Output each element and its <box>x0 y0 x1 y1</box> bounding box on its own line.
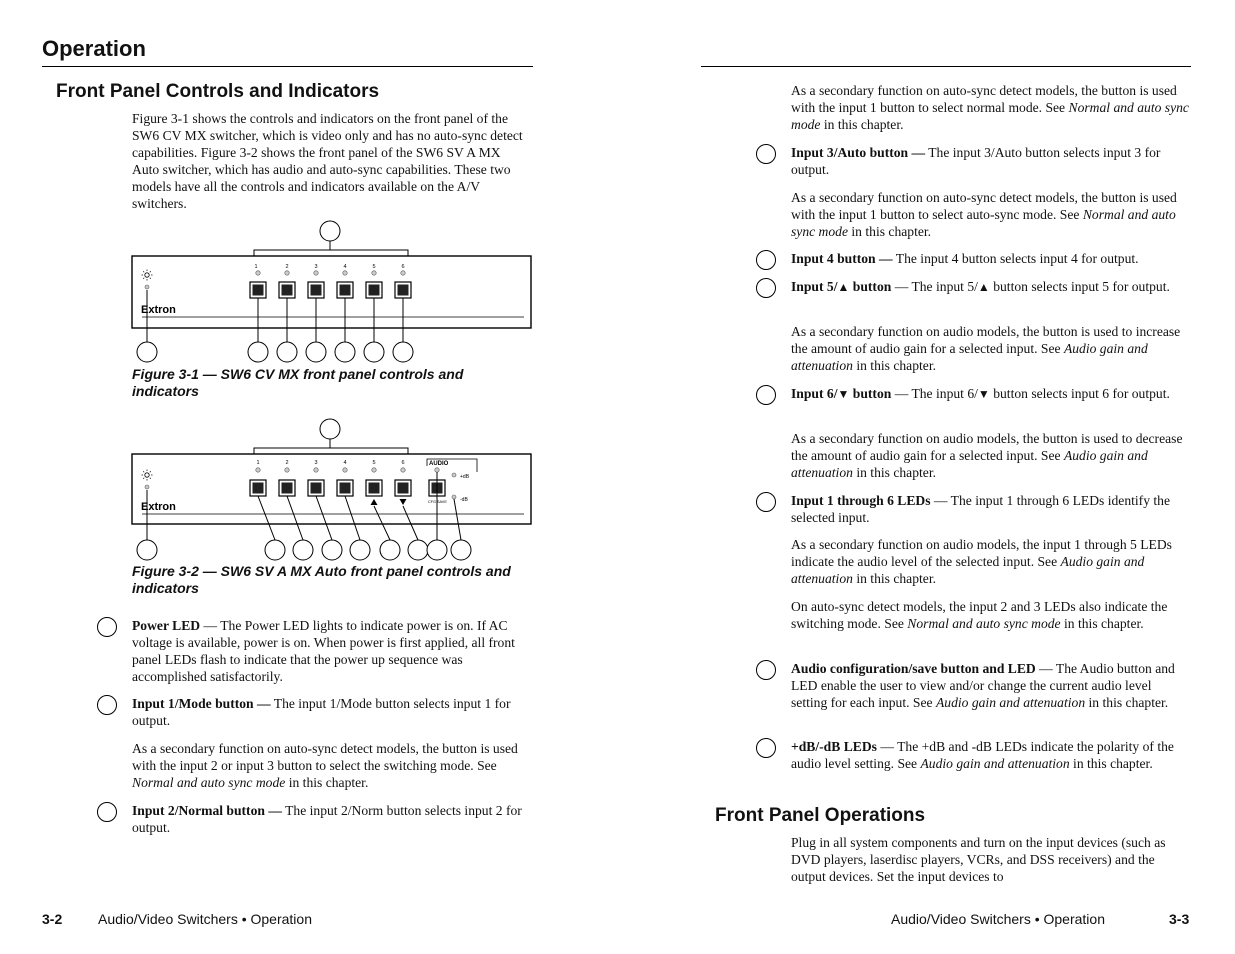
triangle-up-icon: ▲ <box>977 280 990 294</box>
paragraph-led-audio-level <box>791 536 1191 587</box>
operations-paragraph: Plug in all system components and turn on the input devices (such as DVD players, laserdisc players, VCRs, and DSS receivers) and the output devices. Set the input devices to <box>791 835 1166 884</box>
item-text: The input 1/Mode button selects input 1 for output. <box>132 696 511 728</box>
text-pre: As a secondary function on auto-sync detect models, the button is used with the input 1 button to select normal mode. See <box>791 83 1177 115</box>
text-pre: As a secondary function on audio models, the button is used to decrease the amount of audio gain for a selected input. See <box>791 431 1183 463</box>
item-text: — The input 6/ <box>891 386 978 401</box>
cross-reference: Audio gain and attenuation <box>920 756 1070 771</box>
item-term: Input 5/ <box>791 279 838 294</box>
text-pre: As a secondary function on audio models, the input 1 through 5 LEDs indicate the audio level of the selected input. See <box>791 537 1172 569</box>
panel-num-4: 4 <box>343 264 347 270</box>
text-post: in this chapter. <box>1060 616 1144 631</box>
item-text: — The input 1 through 6 LEDs identify the selected input. <box>791 493 1171 525</box>
item-term: Input 6/ <box>791 386 838 401</box>
brand-logo-2: Extron <box>141 501 176 513</box>
callout-circle <box>97 695 117 715</box>
item-text: button selects input 5 for output. <box>989 279 1170 294</box>
callout-circle <box>97 802 117 822</box>
chapter-title: Operation <box>42 36 146 61</box>
text-post: in this chapter. <box>285 775 369 790</box>
item-term: Audio configuration/save button and LED <box>791 661 1036 676</box>
minus-db-label: -dB <box>460 497 468 503</box>
section-title-controls: Front Panel Controls and Indicators <box>56 81 380 102</box>
callout-circle <box>756 385 776 405</box>
cross-reference: Audio gain and attenuation <box>791 448 1148 480</box>
text-post: in this chapter. <box>852 465 936 480</box>
cross-reference: Audio gain and attenuation <box>791 554 1145 586</box>
footer-right-title: Audio/Video Switchers • Operation <box>891 911 1105 927</box>
footer-left-page-number: 3-2 <box>42 911 63 927</box>
text-post: in this chapter. <box>852 571 936 586</box>
item-term: button <box>849 386 892 401</box>
paragraph-decrease-gain <box>791 430 1191 481</box>
text-post: in this chapter. <box>852 358 936 373</box>
item-text: The input 2/Norm button selects input 2 for output. <box>132 803 522 835</box>
text-pre: As a secondary function on auto-sync detect models, the button is used with the input 2 or input 3 button to select the switching mode. See <box>132 741 518 773</box>
figure-3-1-front-panel <box>130 218 534 364</box>
item-text: The input 4 button selects input 4 for output. <box>892 251 1139 266</box>
text-pre: On auto-sync detect models, the input 2 and 3 LEDs also indicate the switching mode. See <box>791 599 1168 631</box>
cross-reference: Normal and auto sync mode <box>791 207 1176 239</box>
item-term: Input 1/Mode button — <box>132 696 271 711</box>
paragraph-mode-secondary <box>132 740 532 791</box>
item-term: Power LED <box>132 618 201 633</box>
cross-reference: Audio gain and attenuation <box>935 695 1086 710</box>
callout-circle <box>97 617 117 637</box>
item-input-4 <box>791 250 1191 267</box>
paragraph-led-switching-mode <box>791 598 1191 632</box>
cross-reference: Audio gain and attenuation <box>791 341 1148 373</box>
item-db-leds <box>791 738 1191 772</box>
item-term: Input 2/Normal button — <box>132 803 282 818</box>
item-input-leds <box>791 492 1191 526</box>
plus-db-label: +dB <box>460 474 470 480</box>
cross-reference: Normal and auto sync mode <box>791 100 1189 132</box>
item-audio-config <box>791 660 1191 711</box>
panel2-num-2: 2 <box>285 460 289 466</box>
item-text: — The Power LED lights to indicate power is on. If AC voltage is available, power is on. When power is first applied, all front panel LEDs flash to indicate that the power up sequence was accomplished satisfactorily. <box>132 618 515 684</box>
item-text: The input 3/Auto button selects input 3 for output. <box>791 145 1161 177</box>
panel2-num-4: 4 <box>343 460 347 466</box>
text-post: in this chapter. <box>1069 756 1153 771</box>
panel-num-1: 1 <box>254 264 258 270</box>
panel-num-6: 6 <box>401 264 405 270</box>
brand-logo: Extron <box>141 304 176 316</box>
callout-circle <box>756 738 776 758</box>
audio-label: AUDIO <box>429 461 449 467</box>
item-term: Input 1 through 6 LEDs <box>791 493 931 508</box>
callout-circle <box>756 492 776 512</box>
callout-circle <box>756 250 776 270</box>
panel-num-5: 5 <box>372 264 376 270</box>
paragraph-auto-sync <box>791 189 1191 240</box>
text-pre: As a secondary function on auto-sync detect models, the button is used with the input 1 button to select auto-sync mode. See <box>791 190 1177 222</box>
section-title-operations: Front Panel Operations <box>715 805 926 826</box>
callout-circle <box>756 278 776 298</box>
intro-paragraph: Figure 3-1 shows the controls and indicators on the front panel of the SW6 CV MX switcher, which is video only and has no auto-sync detect capabilities. Figure 3-2 shows the front panel of the SW6 SV A MX Auto switcher, which has audio and auto-sync capabilities. These two models have all the controls and indicators available on the A/V switchers. <box>132 111 523 211</box>
item-text: button selects input 6 for output. <box>989 386 1170 401</box>
cross-reference: Normal and auto sync mode <box>907 616 1061 631</box>
text-post: in this chapter. <box>848 224 932 239</box>
text-post: in this chapter. <box>820 117 904 132</box>
item-input-2-normal <box>132 802 532 836</box>
callout-circle <box>756 660 776 680</box>
figure-3-2-front-panel <box>130 416 534 562</box>
item-text: — The Audio button and LED enable the user to view and/or change the current audio level setting for each input. See <box>791 661 1175 710</box>
paragraph-increase-gain <box>791 323 1191 374</box>
panel2-num-5: 5 <box>372 460 376 466</box>
item-term: Input 4 button — <box>791 251 893 266</box>
panel2-num-6: 6 <box>401 460 405 466</box>
figure-3-2-caption: Figure 3-2 — SW6 SV A MX Auto front panel controls and indicators <box>132 563 511 596</box>
text-pre: As a secondary function on audio models, the button is used to increase the amount of audio gain for a selected input. See <box>791 324 1181 356</box>
panel2-num-1: 1 <box>256 460 260 466</box>
figure-3-1-caption: Figure 3-1 — SW6 CV MX front panel controls and indicators <box>132 366 464 399</box>
text-post: in this chapter. <box>1085 695 1169 710</box>
panel-num-3: 3 <box>314 264 318 270</box>
footer-right-page-number: 3-3 <box>1169 911 1190 927</box>
item-input-6-down <box>791 385 1191 403</box>
item-term: Input 3/Auto button — <box>791 145 926 160</box>
item-input-3-auto <box>791 144 1191 178</box>
paragraph-normal-mode <box>791 82 1191 133</box>
triangle-down-icon: ▼ <box>837 387 850 401</box>
item-input-5-up <box>791 278 1191 296</box>
item-text: — The +dB and -dB LEDs indicate the polarity of the audio level setting. See <box>791 739 1174 771</box>
item-term: +dB/-dB LEDs <box>791 739 877 754</box>
item-term: button <box>849 279 892 294</box>
panel-num-2: 2 <box>285 264 289 270</box>
item-power-led <box>132 617 532 685</box>
callout-circle <box>756 144 776 164</box>
item-text: — The input 5/ <box>891 279 978 294</box>
cross-reference: Normal and auto sync mode <box>132 775 286 790</box>
cfg-label: CFG <box>428 500 437 504</box>
triangle-down-icon: ▼ <box>977 387 990 401</box>
save-label: SAVE <box>437 500 447 504</box>
header-rule-right <box>701 66 1191 67</box>
header-rule-left <box>42 66 533 67</box>
footer-left-title: Audio/Video Switchers • Operation <box>98 911 312 927</box>
panel2-num-3: 3 <box>314 460 318 466</box>
triangle-up-icon: ▲ <box>837 280 850 294</box>
item-input-1-mode <box>132 695 532 729</box>
